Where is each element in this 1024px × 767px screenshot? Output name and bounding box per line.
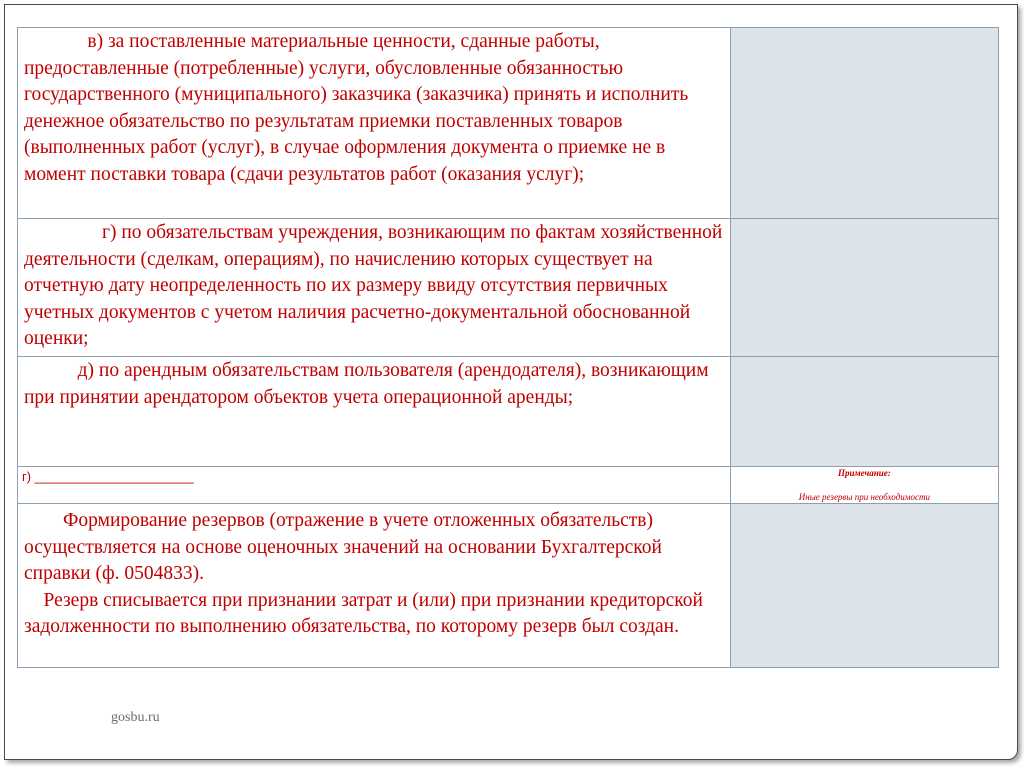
note-title: Примечание:	[837, 468, 891, 478]
paragraph-v: в) за поставленные материальные ценности, сданные работы, предоставленные (потребленные) услуги, обусловленные обязанностью государственного (муниципального) заказчика (заказчика) принять и исполнить денежное обязательство по результатам приемки поставленных товаров (выполненных работ (услуг), в случае оформления документа о приемке не в момент поставки товара (сдачи результатов работ (оказания услуг);	[24, 31, 694, 185]
table-row	[18, 357, 999, 467]
paragraph-reserves: Формирование резервов (отражение в учете отложенных обязательств) осуществляется на основе оценочных значений на основании Бухгалтерской справки (ф. 0504833). Резерв списывается при признании затрат и (или) при признании кредиторской задолженности по выполнению обязательства, по которому резерв был создан.	[24, 510, 703, 637]
table-cell-text	[18, 504, 731, 668]
table-cell-empty	[730, 28, 998, 219]
table-cell-text	[18, 219, 731, 357]
table-row	[18, 467, 999, 504]
table-cell-text	[18, 357, 731, 467]
paragraph-g: г) по обязательствам учреждения, возникающим по фактам хозяйственной деятельности (сделкам, операциям), по начислению которых существует на отчетную дату неопределенность по их размеру ввиду отсутствия первичных учетных документов с учетом наличия расчетно-документальной обоснованной оценки;	[24, 222, 728, 349]
table-cell-empty	[730, 219, 998, 357]
footer-site: gosbu.ru	[111, 710, 160, 725]
table-cell-text	[18, 467, 731, 504]
table-row	[18, 504, 999, 668]
content-table	[17, 27, 999, 668]
note-cell	[730, 467, 998, 504]
table-row	[18, 28, 999, 219]
table-cell-empty	[730, 357, 998, 467]
blank-item-g: г) ______________________	[22, 469, 194, 484]
table-row	[18, 219, 999, 357]
table-cell-text	[18, 28, 731, 219]
paragraph-d: д) по арендным обязательствам пользователя (арендодателя), возникающим при принятии арендатором объектов учета операционной аренды;	[24, 360, 714, 408]
note-text: Иные резервы при необходимости	[798, 492, 930, 502]
table-cell-empty	[730, 504, 998, 668]
